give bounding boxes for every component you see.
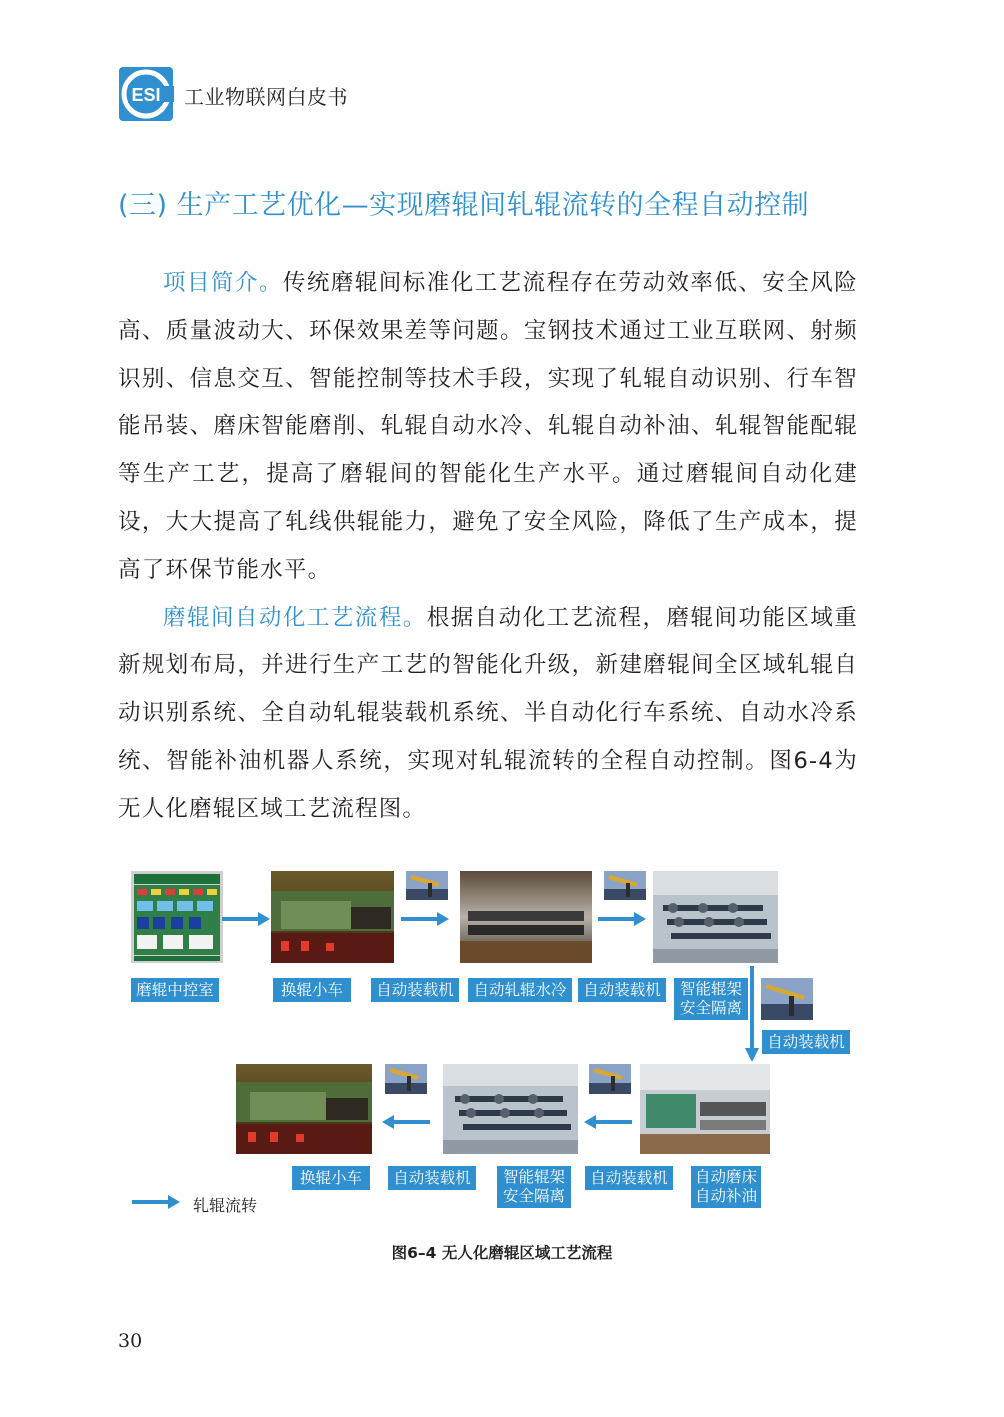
paragraph-text: 根据自动化工艺流程，磨辊间功能区域重新规划布局，并进行生产工艺的智能化升级，新建磨辊间全区域轧辊自动识别系统、全自动轧辊装载机系统、半自动化行车系统、自动水冷系统、智能补油机器人系统，实现对轧辊流转的全程自动控制。图6-4为无人化磨辊区域工艺流程图。 (118, 604, 859, 822)
section-title: (三) 生产工艺优化—实现磨辊间轧辊流转的全程自动控制 (118, 190, 810, 221)
roll-change-car-photo (271, 871, 394, 963)
label-water-cooling: 自动轧辊水冷 (468, 978, 572, 1002)
label-auto-loader-side: 自动装载机 (762, 1030, 850, 1054)
paragraph-lead: 项目简介。 (163, 270, 283, 296)
page-number: 30 (118, 1330, 143, 1352)
legend-label: 轧辊流转 (193, 1196, 258, 1215)
label-roll-rack-isolation: 智能辊架 安全隔离 (674, 978, 748, 1020)
label-grinder-oiling: 自动磨床 自动补油 (691, 1166, 761, 1208)
label-control-room: 磨辊中控室 (131, 978, 219, 1002)
loader-thumb-photo (589, 1064, 631, 1094)
body-text (118, 260, 858, 834)
flow-arrow-right (598, 911, 646, 927)
label-auto-loader: 自动装载机 (585, 1166, 673, 1190)
paragraph-intro (118, 260, 858, 595)
esi-logo (118, 66, 174, 122)
control-room-photo (131, 871, 223, 963)
label-roll-change-car: 换辊小车 (292, 1166, 370, 1190)
loader-thumb-photo (406, 871, 448, 900)
figure-caption: 图6–4 无人化磨辊区域工艺流程 (391, 1244, 613, 1262)
roll-change-car-photo (236, 1064, 372, 1154)
loader-thumb-photo (604, 871, 646, 900)
label-auto-loader: 自动装载机 (388, 1166, 476, 1190)
flow-arrow-right (401, 911, 449, 927)
loader-thumb-photo (761, 978, 813, 1020)
roll-rack-photo (443, 1064, 578, 1154)
paragraph-text: 传统磨辊间标准化工艺流程存在劳动效率低、安全风险高、质量波动大、环保效果差等问题。宝钢技术通过工业互联网、射频识别、信息交互、智能控制等技术手段，实现了轧辊自动识别、行车智能吊装、磨床智能磨削、轧辊自动水冷、轧辊自动补油、轧辊智能配辊等生产工艺，提高了磨辊间的智能化生产水平。通过磨辊间自动化建设，大大提高了轧线供辊能力，避免了安全风险，降低了生产成本，提高了环保节能水平。 (118, 270, 858, 583)
flow-arrow-left (382, 1114, 430, 1130)
logo-text: ESI (131, 85, 161, 105)
loader-thumb-photo (385, 1064, 427, 1094)
flow-arrow-left (584, 1114, 632, 1130)
header-title: 工业物联网白皮书 (184, 85, 348, 109)
water-cooling-photo (460, 871, 592, 963)
roll-rack-photo (653, 871, 778, 963)
label-roll-rack-isolation: 智能辊架 安全隔离 (497, 1166, 571, 1208)
flow-arrow-down (744, 966, 760, 1062)
label-auto-loader: 自动装载机 (371, 978, 459, 1002)
label-auto-loader: 自动装载机 (578, 978, 666, 1002)
paragraph-process (118, 595, 858, 834)
paragraph-lead: 磨辊间自动化工艺流程。 (163, 604, 427, 631)
label-roll-change-car: 换辊小车 (273, 978, 351, 1002)
flow-arrow-right (222, 911, 270, 927)
legend-arrow-icon (132, 1194, 180, 1210)
grinder-photo (640, 1064, 770, 1154)
